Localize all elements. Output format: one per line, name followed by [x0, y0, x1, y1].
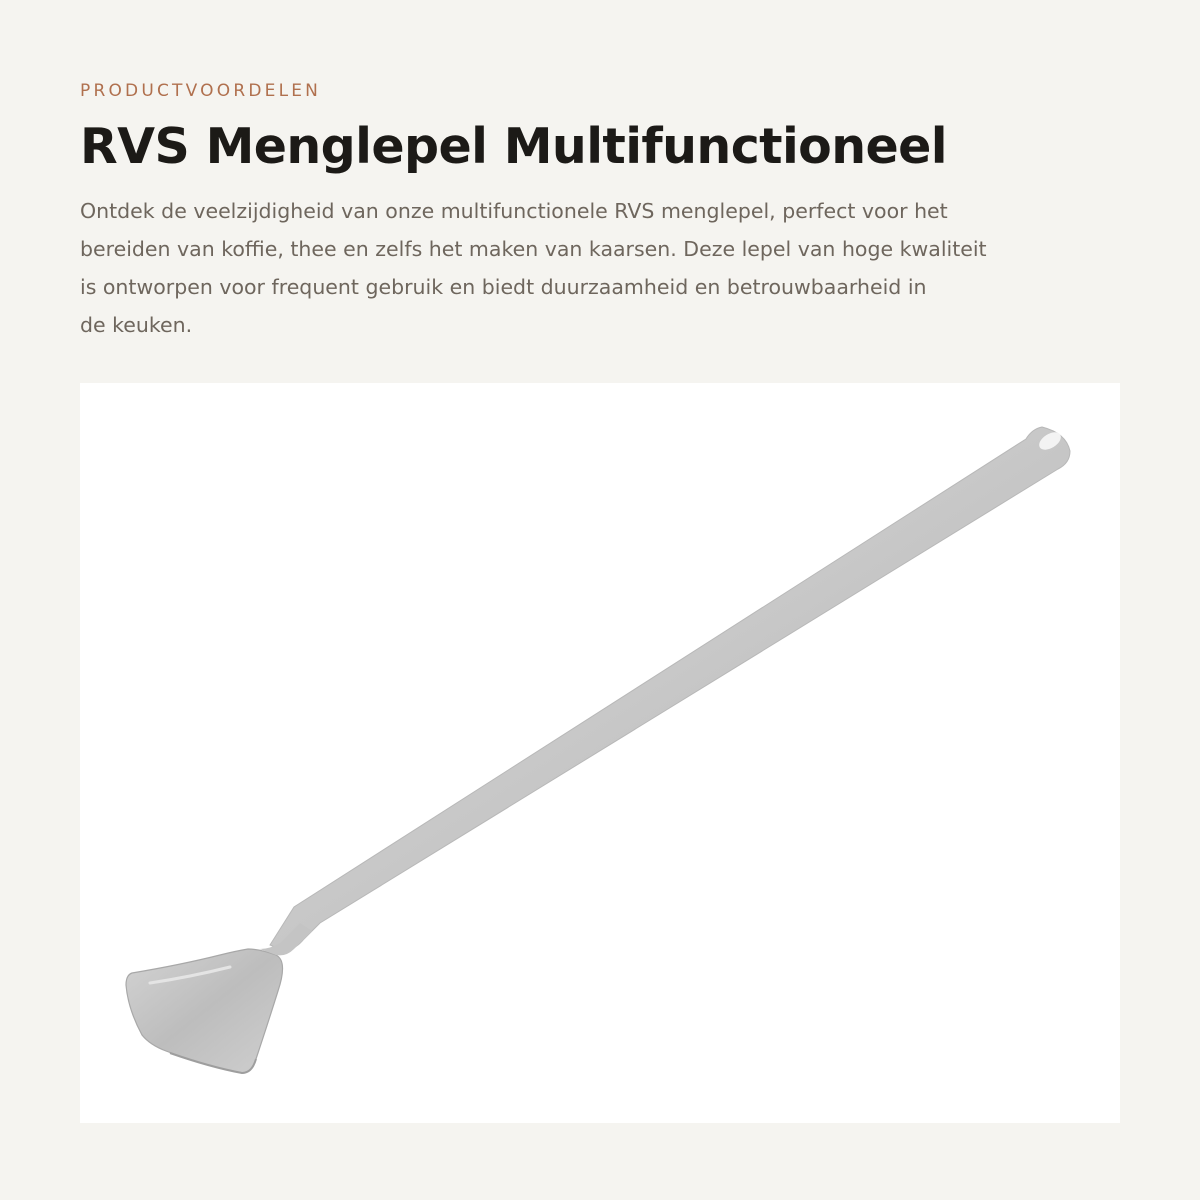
page-title: RVS Menglepel Multifunctioneel — [80, 118, 947, 175]
product-benefits-section — [80, 78, 1120, 344]
description-line: Ontdek de veelzijdigheid van onze multifunctionele RVS menglepel, perfect voor het — [80, 199, 948, 223]
spoon-head — [126, 949, 283, 1073]
description-line: bereiden van koffie, thee en zelfs het maken van kaarsen. Deze lepel van hoge kwaliteit — [80, 237, 987, 261]
product-description — [80, 192, 1090, 344]
mixing-spoon-illustration — [80, 383, 1120, 1123]
description-line: de keuken. — [80, 313, 193, 337]
spoon-handle — [270, 427, 1070, 951]
product-image — [80, 383, 1120, 1123]
section-eyebrow: PRODUCTVOORDELEN — [80, 81, 322, 101]
description-line: is ontworpen voor frequent gebruik en biedt duurzaamheid en betrouwbaarheid in — [80, 275, 927, 299]
